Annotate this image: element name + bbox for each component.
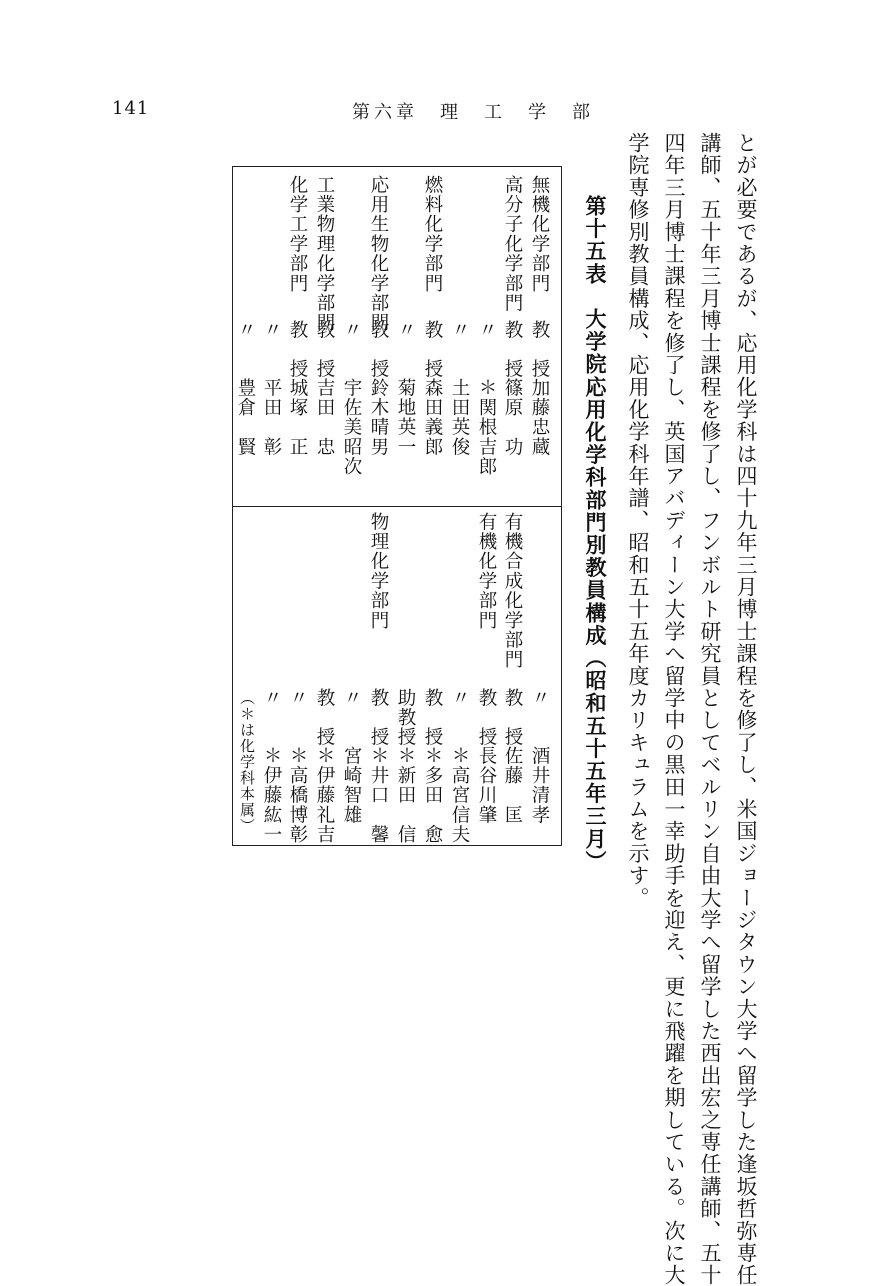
table-cell-title: 教 授 xyxy=(502,688,523,748)
table-cell-dept: 応用生物化学部門 xyxy=(368,175,389,333)
table-cell-name: 宮崎智雄 xyxy=(341,746,362,825)
table-cell-title: 〃 xyxy=(341,688,362,708)
table-cell-name: 篠原 功 xyxy=(502,378,523,457)
table-cell-name: 鈴木晴男 xyxy=(368,378,389,457)
table-cell-title: 教 授 xyxy=(287,320,308,380)
table-cell-name: ＊井口 馨 xyxy=(368,746,389,845)
table-cell-name: 加藤忠蔵 xyxy=(529,378,550,457)
table-cell-title: 〃 xyxy=(476,320,497,340)
table-cell-name: 宇佐美昭次 xyxy=(341,378,362,477)
table-cell-title: 教 授 xyxy=(502,320,523,380)
table-cell-title: 〃 xyxy=(261,688,282,708)
table-cell-name: ＊多田 愈 xyxy=(422,746,443,845)
table-cell-name: 豊倉 賢 xyxy=(235,378,256,457)
table-cell-name: ＊伊藤礼吉 xyxy=(314,746,335,845)
table-cell-title: 〃 xyxy=(449,688,470,708)
table-cell-title: 教 授 xyxy=(529,320,550,380)
table-cell-title: 〃 xyxy=(287,688,308,708)
table-cell-title: 教 授 xyxy=(422,688,443,748)
page-number: 141 xyxy=(112,98,150,119)
table-cell-name: 菊地英一 xyxy=(395,378,416,457)
table-cell-title: 教 授 xyxy=(368,688,389,748)
table-cell-dept: 化学工学部門 xyxy=(287,175,308,294)
table-cell-name: ＊伊藤紘一 xyxy=(261,746,282,845)
table-cell-name: ＊高橋博彰 xyxy=(287,746,308,845)
table-cell-name: ＊高宮信夫 xyxy=(449,746,470,845)
table-cell-title: 教 授 xyxy=(314,688,335,748)
table-note: （＊は化学科本属） xyxy=(238,690,256,834)
table-cell-title: 〃 xyxy=(529,688,550,708)
table-cell-title: 〃 xyxy=(395,320,416,340)
table-cell-name: 土田英俊 xyxy=(449,378,470,457)
body-text-column: 学院専修別教員構成、応用化学科年譜、昭和五十五年度カリキュラムを示す。 xyxy=(626,132,650,909)
table-cell-name: 平田 彰 xyxy=(261,378,282,457)
table-cell-title: 〃 xyxy=(261,320,282,340)
table-cell-dept: 物理化学部門 xyxy=(368,512,389,631)
table-cell-title: 〃 xyxy=(341,320,362,340)
body-text-column: 四年三月博士課程を修了し、英国アバディーン大学へ留学中の黒田一幸助手を迎え、更に飛躍を期している。次に大 xyxy=(662,132,686,1286)
table-caption: 第十五表 大学院応用化学科部門別教員構成（昭和五十五年三月） xyxy=(583,195,608,873)
running-head: 第六章 理 工 学 部 xyxy=(352,102,594,123)
table-cell-title: 教 授 xyxy=(476,688,497,748)
table-cell-name: 酒井清孝 xyxy=(529,746,550,825)
table-cell-title: 教 授 xyxy=(368,320,389,380)
table-cell-title: 〃 xyxy=(235,320,256,340)
table-cell-name: ＊関根吉郎 xyxy=(476,378,497,477)
table-cell-dept: 工業物理化学部門 xyxy=(314,175,335,333)
table-cell-name: 佐藤 匡 xyxy=(502,746,523,825)
table-cell-dept: 有機化学部門 xyxy=(476,512,497,631)
table-cell-title: 〃 xyxy=(449,320,470,340)
table-cell-dept: 燃料化学部門 xyxy=(422,175,443,294)
table-cell-title: 助教授 xyxy=(395,688,416,748)
table-cell-name: 吉田 忠 xyxy=(314,378,335,457)
table-divider xyxy=(232,506,562,507)
table-cell-name: 長谷川肇 xyxy=(476,746,497,825)
table-cell-name: ＊新田 信 xyxy=(395,746,416,845)
table-cell-dept: 有機合成化学部門 xyxy=(502,512,523,670)
table-cell-title: 教 授 xyxy=(422,320,443,380)
body-text-column: 講師、五十年三月博士課程を修了し、フンボルト研究員としてベルリン自由大学へ留学した西出宏之専任講師、五十 xyxy=(698,132,722,1286)
table-cell-dept: 高分子化学部門 xyxy=(502,175,523,313)
table-cell-dept: 無機化学部門 xyxy=(529,175,550,294)
body-text-column: とが必要であるが、応用化学科は四十九年三月博士課程を修了し、米国ジョージタウン大学へ留学した逢坂哲弥専任 xyxy=(734,132,758,1286)
table-cell-name: 森田義郎 xyxy=(422,378,443,457)
table-cell-name: 城塚 正 xyxy=(287,378,308,457)
table-cell-title: 教 授 xyxy=(314,320,335,380)
